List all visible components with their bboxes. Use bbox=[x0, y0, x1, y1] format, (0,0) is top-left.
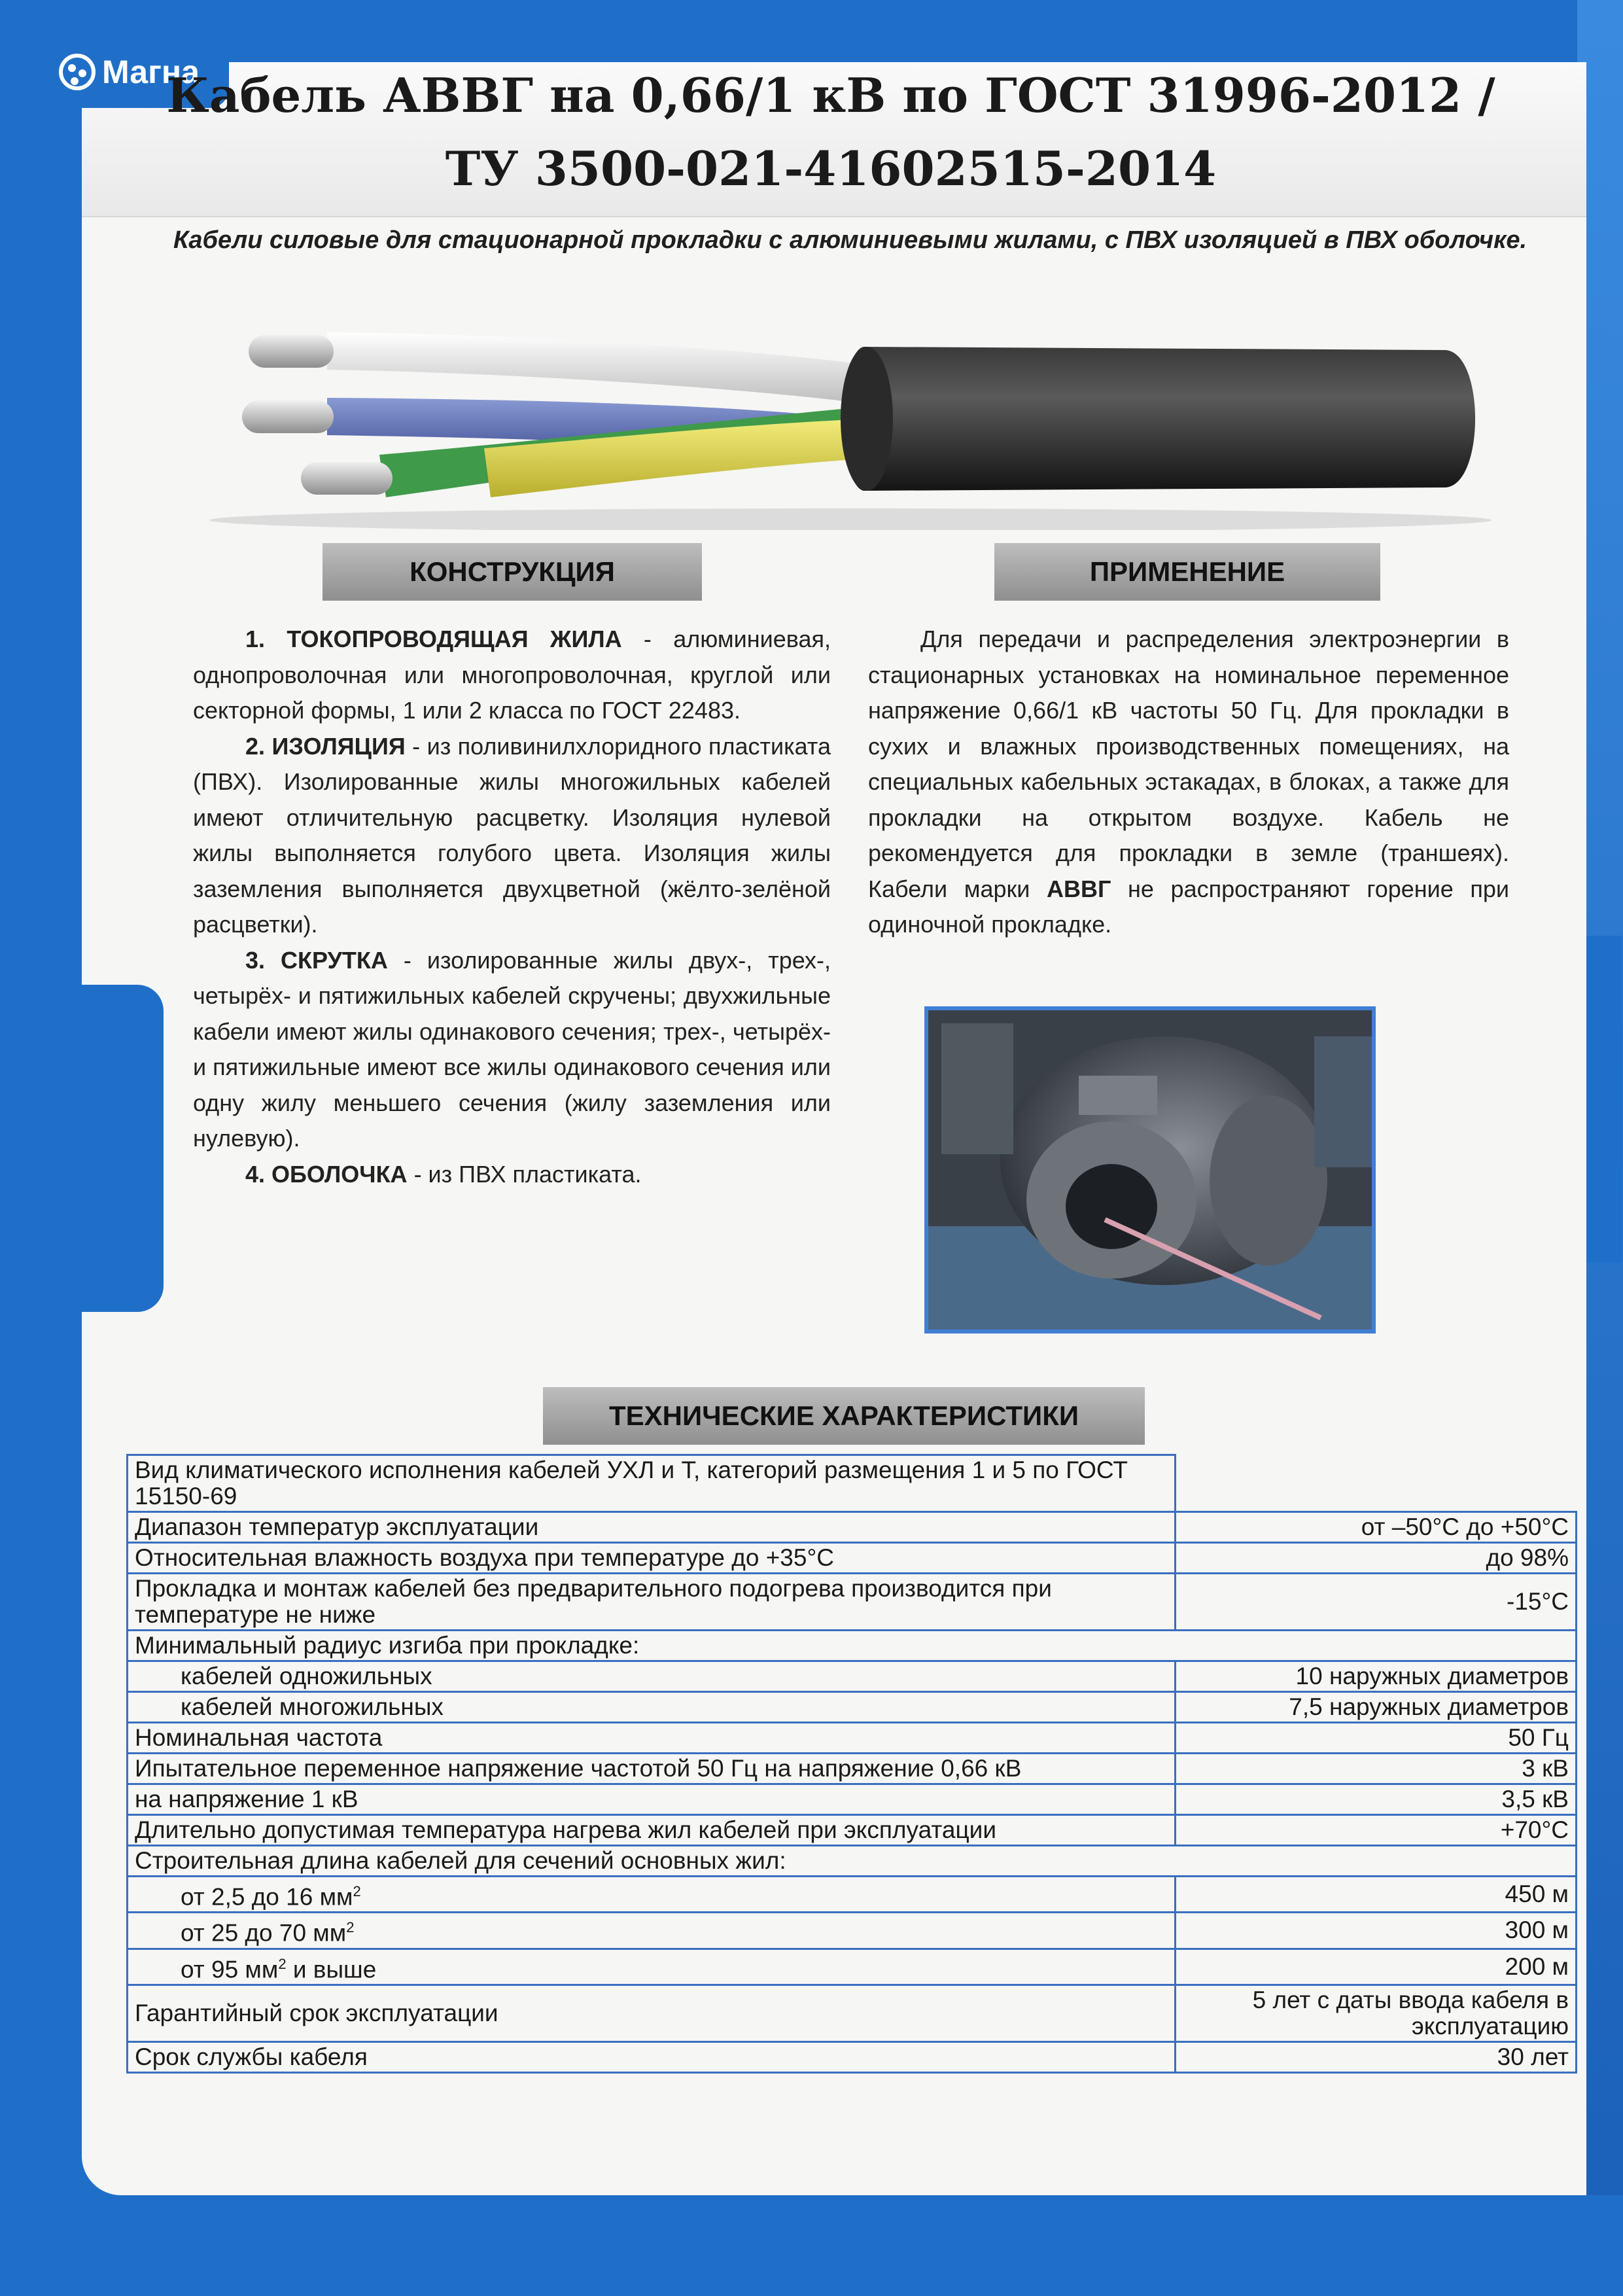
spec-label: Прокладка и монтаж кабелей без предварительного подогрева производится при температуре не ниже bbox=[128, 1574, 1176, 1631]
spec-label: Диапазон температур эксплуатации bbox=[128, 1512, 1176, 1543]
table-row bbox=[128, 1949, 1577, 1985]
spec-label: Длительно допустимая температура нагрева жил кабелей при эксплуатации bbox=[128, 1815, 1176, 1846]
construction-item-4: 4. ОБОЛОЧКА - из ПВХ пластиката. bbox=[245, 1160, 642, 1188]
subtitle: Кабели силовые для стационарной прокладки с алюминиевыми жилами, с ПВХ изоляцией в ПВХ оболочке. bbox=[173, 226, 1527, 254]
spec-value: -15°С bbox=[1176, 1574, 1577, 1631]
cable-illustration bbox=[209, 308, 1492, 530]
table-row bbox=[128, 1985, 1577, 2041]
spec-value: 30 лет bbox=[1176, 2041, 1577, 2072]
spec-value: 450 м bbox=[1176, 1877, 1577, 1913]
page-title bbox=[118, 59, 1544, 205]
table-row bbox=[128, 1754, 1577, 1784]
table-row bbox=[128, 1574, 1577, 1631]
table-row bbox=[128, 1815, 1577, 1846]
table-row bbox=[128, 1913, 1577, 1949]
table-row bbox=[128, 1631, 1577, 1661]
table-row bbox=[128, 1455, 1577, 1512]
table-row bbox=[128, 1692, 1577, 1723]
spec-value: от –50°С до +50°С bbox=[1176, 1512, 1577, 1543]
spec-group-label: Строительная длина кабелей для сечений основных жил: bbox=[128, 1846, 1577, 1877]
table-row bbox=[128, 1877, 1577, 1913]
spec-value: 3 кВ bbox=[1176, 1754, 1577, 1784]
spec-label: кабелей многожильных bbox=[128, 1692, 1176, 1723]
spec-label: Гарантийный срок эксплуатации bbox=[128, 1985, 1176, 2041]
construction-heading: КОНСТРУКЦИЯ bbox=[323, 543, 702, 601]
spec-label: от 2,5 до 16 $мм^2$ bbox=[128, 1877, 1176, 1913]
spec-label: Номинальная частота bbox=[128, 1723, 1176, 1754]
application-text: Для передачи и распределения электроэнергии в стационарных установках на номинальное переменное напряжение 0,66/1 кВ частоты 50 Гц. Для прокладки в сухих и влажных производственных помещениях, на специальных кабельных эстакадах, в блоках, а также для прокладки на открытом воздухе. Кабель не рекомендуется для прокладки в земле (траншеях). Кабели марки АВВГ не распространяют горение при одиночной прокладке. bbox=[868, 626, 1509, 938]
table-row bbox=[128, 1846, 1577, 1877]
table-row bbox=[128, 1784, 1577, 1815]
spec-value: 200 м bbox=[1176, 1949, 1577, 1985]
application-heading: ПРИМЕНЕНИЕ bbox=[994, 543, 1380, 601]
spec-label: Относительная влажность воздуха при температуре до +35°С bbox=[128, 1543, 1176, 1574]
construction-item-2: 2. ИЗОЛЯЦИЯ - из поливинилхлоридного пластиката (ПВХ). Изолированные жилы многожильных кабелей имеют отличительную расцветку. Изоляция нулевой жилы выполняется голубого цвета. Изоляция жилы заземления выполняется двухцветной (жёлто-зелёной расцветки). bbox=[193, 732, 831, 938]
title-line-2: ТУ 3500-021-41602515-2014 bbox=[445, 141, 1217, 196]
title-line-1: Кабель АВВГ на 0,66/1 кВ по ГОСТ 31996-2012 / bbox=[166, 67, 1495, 123]
left-blue-tab bbox=[82, 985, 164, 1312]
spec-value: 50 Гц bbox=[1176, 1723, 1577, 1754]
construction-text bbox=[193, 622, 831, 1192]
table-row bbox=[128, 1661, 1577, 1692]
spec-value: 7,5 наружных диаметров bbox=[1176, 1692, 1577, 1723]
spec-value: 5 лет с даты ввода кабеля в эксплуатацию bbox=[1176, 1985, 1577, 2041]
spec-value: 10 наружных диаметров bbox=[1176, 1661, 1577, 1692]
factory-photo bbox=[924, 1006, 1376, 1333]
spec-label: кабелей одножильных bbox=[128, 1661, 1176, 1692]
specs-heading: ТЕХНИЧЕСКИЕ ХАРАКТЕРИСТИКИ bbox=[543, 1387, 1145, 1445]
spec-value: +70°С bbox=[1176, 1815, 1577, 1846]
bottom-blue-strip bbox=[0, 2195, 1623, 2296]
spec-label: Срок службы кабеля bbox=[128, 2041, 1176, 2072]
logo-icon bbox=[59, 54, 96, 90]
table-row bbox=[128, 1723, 1577, 1754]
construction-item-1: 1. ТОКОПРОВОДЯЩАЯ ЖИЛА - алюминиевая, однопроволочная или многопроволочная, круглой или секторной формы, 1 или 2 класса по ГОСТ 22483. bbox=[193, 626, 831, 724]
spec-label: от 25 до 70 $мм^2$ bbox=[128, 1913, 1176, 1949]
spec-value: 300 м bbox=[1176, 1913, 1577, 1949]
spec-label: от 95 $мм^2$ и выше bbox=[128, 1949, 1176, 1985]
construction-item-3: 3. СКРУТКА - изолированные жилы двух-, трех-, четырёх- и пятижильных кабелей скручены; двухжильные кабели имеют жилы одинакового сечения; трех-, четырёх- и пятижильные имеют все жилы одинакового сечения или одну жилу меньшего сечения (жилу заземления или нулевую). bbox=[193, 946, 831, 1152]
table-row bbox=[128, 1543, 1577, 1574]
spec-label: на напряжение 1 кВ bbox=[128, 1784, 1176, 1815]
brand-name: Магна bbox=[102, 54, 200, 90]
table-row bbox=[128, 2041, 1577, 2072]
spec-label: Ипытательное переменное напряжение частотой 50 Гц на напряжение 0,66 кВ bbox=[128, 1754, 1176, 1784]
spec-value: до 98% bbox=[1176, 1543, 1577, 1574]
brand-term: АВВГ bbox=[1047, 875, 1111, 902]
specs-table bbox=[126, 1454, 1577, 2074]
spec-label: Вид климатического исполнения кабелей УХЛ и Т, категорий размещения 1 и 5 по ГОСТ 15150-69 bbox=[128, 1455, 1176, 1512]
extruder-machine-image bbox=[928, 1010, 1372, 1330]
spec-value bbox=[1176, 1455, 1577, 1512]
table-row bbox=[128, 1512, 1577, 1543]
spec-value: 3,5 кВ bbox=[1176, 1784, 1577, 1815]
spec-group-label: Минимальный радиус изгиба при прокладке: bbox=[128, 1631, 1577, 1661]
